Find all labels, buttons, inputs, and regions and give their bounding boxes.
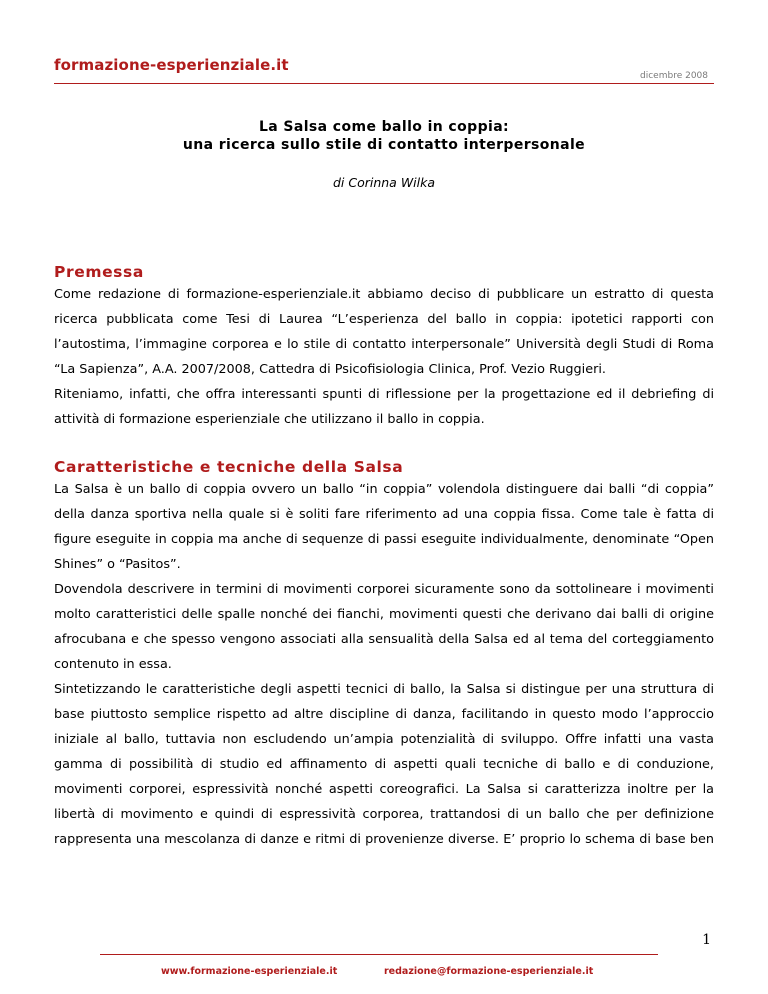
footer-email-link[interactable]: redazione@formazione-esperienziale.it xyxy=(384,966,594,977)
paragraph: Dovendola descrivere in termini di movimenti corporei sicuramente sono da sottolineare i movimenti molto caratteristici delle spalle nonché dei fianchi, movimenti questi che derivano dai balli di origine afrocubana e che spesso vengono associati alla sensualità della Salsa ed al tema del corteggiamento contenuto in essa. xyxy=(54,582,714,672)
page-number: 1 xyxy=(702,932,711,948)
paragraph: Sintetizzando le caratteristiche degli aspetti tecnici di ballo, la Salsa si distingue per una struttura di base piuttosto semplice rispetto ad altre discipline di danza, facilitando in questo modo l’approccio iniziale al ballo, tuttavia non escludendo un’ampia potenzialità di sviluppo. Offre infatti una vasta gamma di possibilità di studio ed affinamento di aspetti quali tecniche di ballo e di conduzione, movimenti corporei, espressività nonché aspetti coreografici. La Salsa si caratterizza inoltre per la libertà di movimento e quindi di espressività corporea, trattandosi di un ballo che per definizione rappresenta una mescolanza di danze e ritmi di provenienze diverse. E’ proprio lo schema di base ben xyxy=(54,682,714,847)
site-logo[interactable]: formazione-esperienziale.it xyxy=(54,56,289,74)
title-line-2: una ricerca sullo stile di contatto interpersonale xyxy=(182,137,586,153)
section-heading-premessa: Premessa xyxy=(54,263,144,281)
footer-website-link[interactable]: www.formazione-esperienziale.it xyxy=(161,966,338,977)
paragraph: La Salsa è un ballo di coppia ovvero un ballo “in coppia” volendola distinguere dai balli “di coppia” della danza sportiva nella quale si è soliti fare riferimento ad una coppia fissa. Come tale è fatta di figure eseguite in coppia ma anche di sequenze di passi eseguite individualmente, denominate “Open Shines” o “Pasitos”. xyxy=(54,482,714,572)
article-author: di Corinna Wilka xyxy=(332,175,436,190)
publication-date: dicembre 2008 xyxy=(640,71,708,81)
title-line-1: La Salsa come ballo in coppia: xyxy=(258,119,510,135)
footer-divider xyxy=(100,954,658,955)
section-heading-caratteristiche: Caratteristiche e tecniche della Salsa xyxy=(54,458,404,476)
article-title xyxy=(0,118,768,154)
header-divider xyxy=(54,83,714,84)
section-premessa xyxy=(54,262,714,432)
paragraph: Come redazione di formazione-esperienziale.it abbiamo deciso di pubblicare un estratto di questa ricerca pubblicata come Tesi di Laurea “L’esperienza del ballo in coppia: ipotetici rapporti con l’autostima, l’immagine corporea e lo stile di contatto interpersonale” Università degli Studi di Roma “La Sapienza”, A.A. 2007/2008, Cattedra di Psicofisiologia Clinica, Prof. Vezio Ruggieri. xyxy=(54,287,714,377)
paragraph: Riteniamo, infatti, che offra interessanti spunti di riflessione per la progettazione ed il debriefing di attività di formazione esperienziale che utilizzano il ballo in coppia. xyxy=(54,387,714,427)
section-caratteristiche xyxy=(54,457,714,852)
